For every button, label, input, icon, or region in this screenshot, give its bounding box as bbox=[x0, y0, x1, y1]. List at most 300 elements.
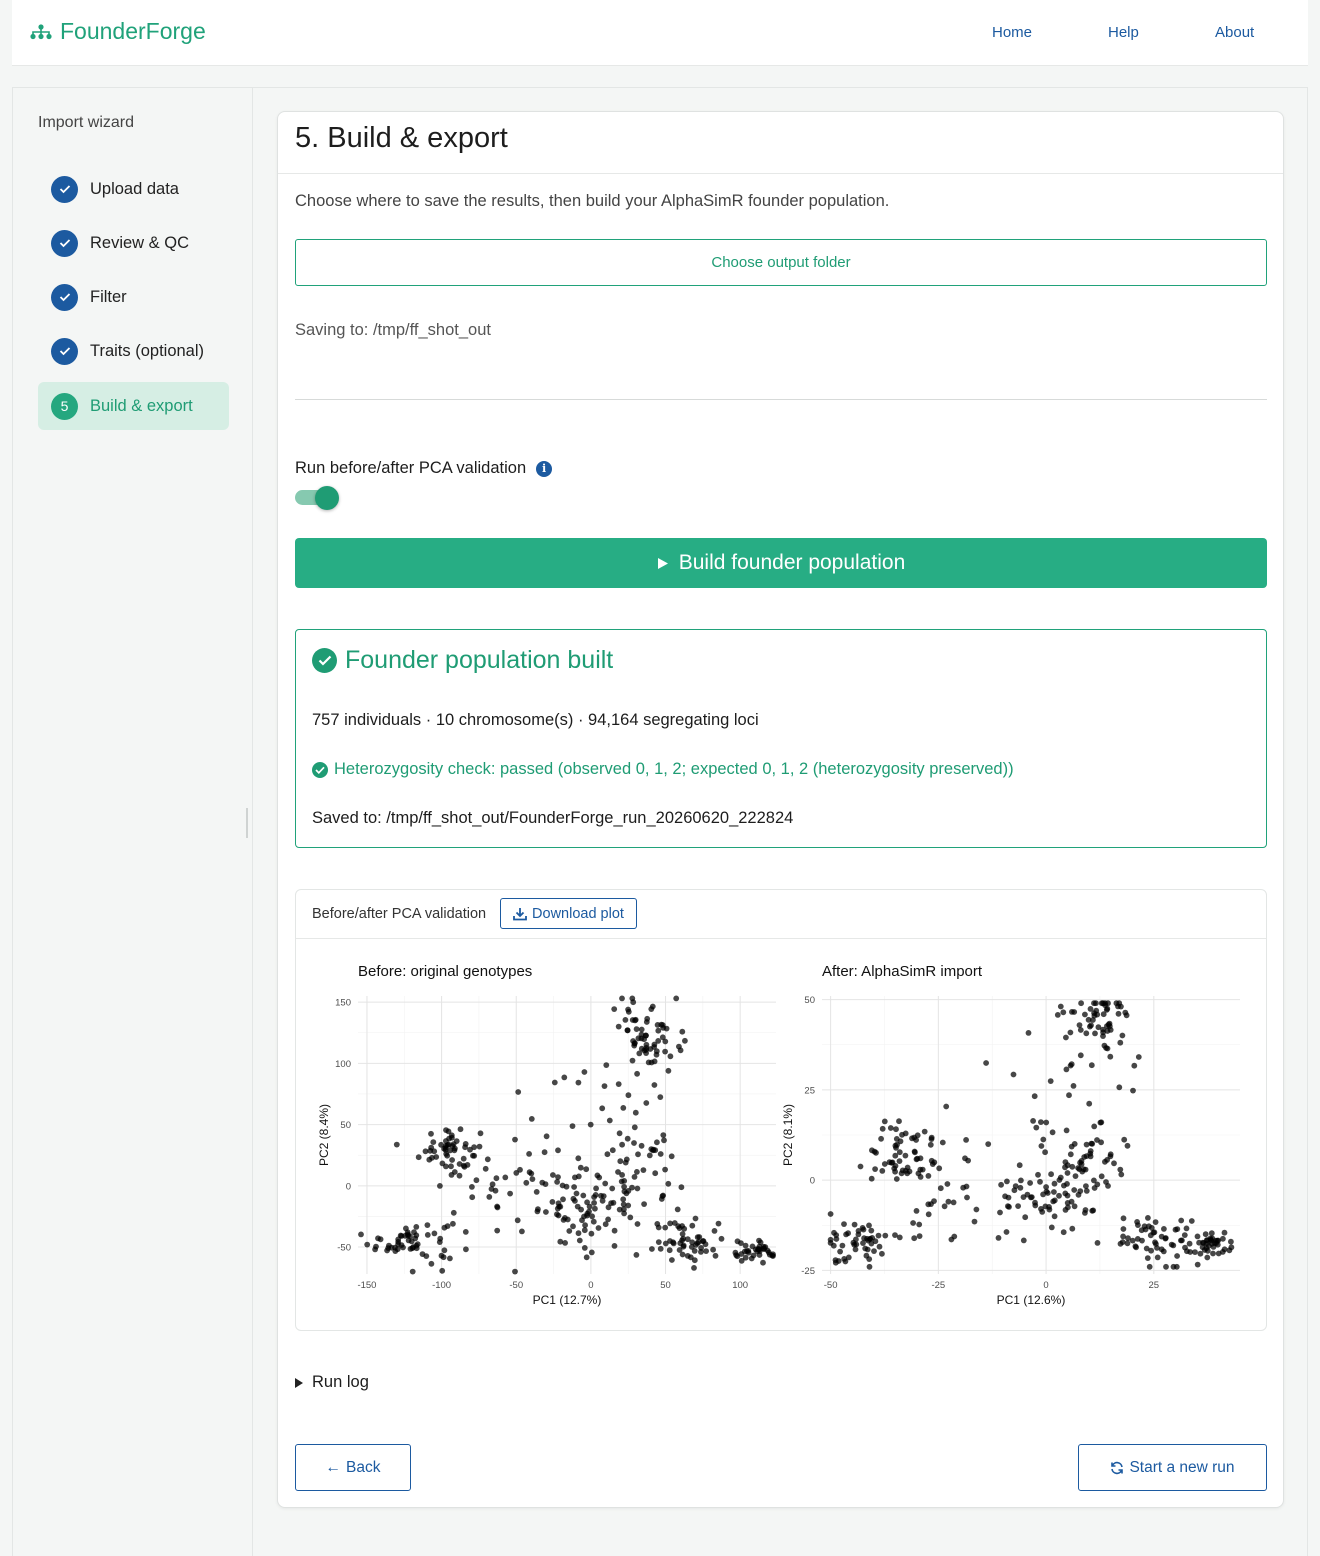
scatter-point bbox=[619, 1142, 625, 1148]
scatter-point bbox=[571, 1196, 577, 1202]
check-icon bbox=[51, 284, 78, 311]
scatter-point bbox=[633, 1110, 639, 1116]
scatter-point bbox=[1025, 1192, 1031, 1198]
scatter-point bbox=[1094, 1012, 1100, 1018]
scatter-point bbox=[440, 1161, 446, 1167]
scatter-point bbox=[1192, 1249, 1198, 1255]
scatter-point bbox=[1042, 1149, 1048, 1155]
scatter-point bbox=[1072, 1141, 1078, 1147]
x-tick-label: 50 bbox=[660, 1280, 671, 1291]
scatter-point bbox=[688, 1254, 694, 1260]
brand-logo[interactable] bbox=[30, 18, 206, 45]
x-axis-label: PC1 (12.6%) bbox=[996, 1293, 1066, 1307]
scatter-point bbox=[1057, 1177, 1063, 1183]
scatter-point bbox=[1055, 1012, 1061, 1018]
scatter-point bbox=[1206, 1243, 1212, 1249]
scatter-point bbox=[602, 1083, 608, 1089]
scatter-point bbox=[641, 1167, 647, 1173]
scatter-point bbox=[439, 1268, 445, 1274]
scatter-point bbox=[429, 1261, 435, 1267]
scatter-point bbox=[1204, 1237, 1210, 1243]
scatter-point bbox=[612, 1243, 618, 1249]
nav-help-link[interactable]: Help bbox=[1108, 24, 1139, 41]
scatter-point bbox=[1179, 1238, 1185, 1244]
scatter-point bbox=[931, 1159, 937, 1165]
scatter-point bbox=[1151, 1230, 1157, 1236]
scatter-point bbox=[872, 1166, 878, 1172]
nav-home-link[interactable]: Home bbox=[992, 24, 1033, 41]
scatter-point bbox=[1092, 1185, 1098, 1191]
scatter-point bbox=[603, 1062, 609, 1068]
scatter-point bbox=[1220, 1249, 1226, 1255]
sidebar-step-label: Upload data bbox=[90, 179, 179, 198]
scatter-point bbox=[1169, 1242, 1175, 1248]
scatter-point bbox=[1144, 1246, 1150, 1252]
scatter-point bbox=[703, 1241, 709, 1247]
scatter-point bbox=[620, 1196, 626, 1202]
scatter-point bbox=[912, 1149, 918, 1155]
scatter-point bbox=[1094, 1137, 1100, 1143]
scatter-point bbox=[646, 1060, 652, 1066]
scatter-point bbox=[1061, 1229, 1067, 1235]
sidebar-step-upload-data[interactable] bbox=[38, 165, 229, 213]
scatter-point bbox=[896, 1118, 902, 1124]
scatter-point bbox=[591, 1200, 597, 1206]
x-tick-label: -50 bbox=[823, 1280, 838, 1291]
scatter-point bbox=[517, 1167, 523, 1173]
check-icon bbox=[51, 338, 78, 365]
scatter-point bbox=[486, 1194, 492, 1200]
scatter-point bbox=[494, 1175, 500, 1181]
scatter-point bbox=[542, 1149, 548, 1155]
scatter-point bbox=[425, 1232, 431, 1238]
scatter-point bbox=[677, 1240, 683, 1246]
scatter-point bbox=[663, 1241, 669, 1247]
scatter-point bbox=[1083, 1207, 1089, 1213]
scatter-point bbox=[1125, 1143, 1131, 1149]
scatter-point bbox=[451, 1210, 457, 1216]
scatter-point bbox=[1018, 1178, 1024, 1184]
scatter-point bbox=[660, 1132, 666, 1138]
scatter-point bbox=[926, 1211, 932, 1217]
scatter-point bbox=[632, 1174, 638, 1180]
scatter-point bbox=[463, 1229, 469, 1235]
plot-card-header bbox=[296, 890, 1266, 939]
scatter-point bbox=[461, 1156, 467, 1162]
new-run-label: Start a new run bbox=[1129, 1458, 1235, 1476]
scatter-point bbox=[652, 1059, 658, 1065]
scatter-point bbox=[678, 1047, 684, 1053]
scatter-point bbox=[654, 1048, 660, 1054]
scatter-point bbox=[1063, 1035, 1069, 1041]
scatter-point bbox=[1195, 1262, 1201, 1268]
sidebar-step-traits[interactable] bbox=[38, 327, 229, 375]
y-axis-label: PC2 (8.4%) bbox=[317, 1103, 331, 1167]
scatter-point bbox=[757, 1252, 763, 1258]
scatter-point bbox=[1021, 1238, 1027, 1244]
scatter-point bbox=[910, 1220, 916, 1226]
scatter-point bbox=[1052, 1198, 1058, 1204]
scatter-point bbox=[652, 1082, 658, 1088]
scatter-point bbox=[1195, 1234, 1201, 1240]
scatter-point bbox=[1049, 1225, 1055, 1231]
scatter-point bbox=[897, 1158, 903, 1164]
scatter-point bbox=[1118, 1241, 1124, 1247]
scatter-point bbox=[589, 1231, 595, 1237]
scatter-point bbox=[630, 1038, 636, 1044]
scatter-point bbox=[871, 1248, 877, 1254]
scatter-point bbox=[669, 1153, 675, 1159]
scatter-point bbox=[469, 1194, 475, 1200]
scatter-point bbox=[1125, 1240, 1131, 1246]
download-plot-label: Download plot bbox=[532, 905, 624, 922]
scatter-point bbox=[865, 1247, 871, 1253]
scatter-point bbox=[555, 1147, 561, 1153]
scatter-point bbox=[439, 1253, 445, 1259]
scatter-point bbox=[1182, 1232, 1188, 1238]
run-log-toggle[interactable] bbox=[295, 1373, 369, 1392]
arrow-left-icon: ← bbox=[325, 1458, 342, 1476]
scatter-point bbox=[410, 1245, 416, 1251]
sidebar-step-review-qc[interactable] bbox=[38, 219, 229, 267]
scatter-point bbox=[566, 1228, 572, 1234]
download-plot-button[interactable] bbox=[500, 898, 637, 929]
scatter-point bbox=[1130, 1238, 1136, 1244]
scatter-point bbox=[643, 1100, 649, 1106]
scatter-point bbox=[853, 1242, 859, 1248]
scatter-point bbox=[561, 1075, 567, 1081]
scatter-point bbox=[611, 1006, 617, 1012]
scatter-point bbox=[1121, 1215, 1127, 1221]
scatter-point bbox=[605, 1217, 611, 1223]
scatter-point bbox=[894, 1176, 900, 1182]
scatter-point bbox=[660, 1022, 666, 1028]
scatter-point bbox=[1050, 1129, 1056, 1135]
scatter-point bbox=[612, 1228, 618, 1234]
scatter-point bbox=[1026, 1030, 1032, 1036]
heterozygosity-status bbox=[312, 760, 1014, 779]
scatter-point bbox=[529, 1116, 535, 1122]
scatter-point bbox=[625, 1007, 631, 1013]
scatter-point bbox=[1135, 1236, 1141, 1242]
run-log-label: Run log bbox=[312, 1373, 369, 1391]
scatter-point bbox=[550, 1199, 556, 1205]
scatter-point bbox=[1091, 1124, 1097, 1130]
scatter-point bbox=[600, 1198, 606, 1204]
scatter-point bbox=[1039, 1143, 1045, 1149]
brand-name: FounderForge bbox=[60, 18, 206, 44]
scatter-point bbox=[555, 1206, 561, 1212]
back-button[interactable] bbox=[295, 1444, 411, 1491]
scatter-point bbox=[621, 1184, 627, 1190]
scatter-point bbox=[1086, 1101, 1092, 1107]
scatter-point bbox=[868, 1228, 874, 1234]
scatter-point bbox=[710, 1247, 716, 1253]
scatter-point bbox=[1048, 1078, 1054, 1084]
scatter-point bbox=[1101, 1011, 1107, 1017]
scatter-point bbox=[507, 1191, 513, 1197]
scatter-point bbox=[744, 1248, 750, 1254]
scatter-point bbox=[1037, 1179, 1043, 1185]
scatter-point bbox=[478, 1130, 484, 1136]
scatter-point bbox=[1130, 1088, 1136, 1094]
scatter-point bbox=[903, 1168, 909, 1174]
pca-panel-1 bbox=[317, 963, 776, 1307]
scatter-point bbox=[554, 1179, 560, 1185]
scatter-point bbox=[463, 1141, 469, 1147]
scatter-point bbox=[1092, 1031, 1098, 1037]
wizard-sidebar bbox=[12, 87, 253, 1556]
scatter-point bbox=[1051, 1189, 1057, 1195]
scatter-point bbox=[607, 1118, 613, 1124]
scatter-point bbox=[528, 1171, 534, 1177]
scatter-point bbox=[560, 1196, 566, 1202]
scatter-point bbox=[682, 1038, 688, 1044]
scatter-point bbox=[945, 1181, 951, 1187]
sidebar-step-label: Filter bbox=[90, 287, 127, 306]
scatter-point bbox=[691, 1265, 697, 1271]
scatter-point bbox=[403, 1226, 409, 1232]
y-tick-label: 50 bbox=[340, 1120, 351, 1132]
scatter-point bbox=[358, 1232, 364, 1238]
chart-title: After: AlphaSimR import bbox=[822, 963, 983, 980]
y-tick-label: 25 bbox=[804, 1085, 815, 1097]
sidebar-step-build-export[interactable] bbox=[38, 382, 229, 430]
scatter-point bbox=[1153, 1219, 1159, 1225]
scatter-point bbox=[734, 1253, 740, 1259]
scatter-point bbox=[1116, 1000, 1122, 1006]
scatter-point bbox=[656, 1225, 662, 1231]
scatter-point bbox=[916, 1222, 922, 1228]
scatter-point bbox=[1107, 1054, 1113, 1060]
scatter-point bbox=[662, 1167, 668, 1173]
refresh-icon bbox=[1110, 1461, 1124, 1475]
scatter-point bbox=[898, 1138, 904, 1144]
scatter-point bbox=[634, 1026, 640, 1032]
scatter-point bbox=[631, 1140, 637, 1146]
scatter-point bbox=[1040, 1192, 1046, 1198]
scatter-point bbox=[679, 1029, 685, 1035]
sidebar-resize-handle[interactable] bbox=[246, 808, 248, 838]
scatter-point bbox=[1078, 1052, 1084, 1058]
scatter-point bbox=[575, 1155, 581, 1161]
scatter-point bbox=[866, 1223, 872, 1229]
scatter-point bbox=[695, 1234, 701, 1240]
scatter-point bbox=[1103, 1179, 1109, 1185]
intro-text: Choose where to save the results, then build your AlphaSimR founder population. bbox=[295, 192, 890, 210]
scatter-point bbox=[587, 1204, 593, 1210]
scatter-point bbox=[432, 1231, 438, 1237]
scatter-point bbox=[685, 1236, 691, 1242]
scatter-point bbox=[920, 1167, 926, 1173]
scatter-point bbox=[1069, 1226, 1075, 1232]
scatter-point bbox=[423, 1253, 429, 1259]
download-icon bbox=[513, 907, 527, 921]
scatter-point bbox=[576, 1230, 582, 1236]
scatter-point bbox=[926, 1173, 932, 1179]
scatter-point bbox=[574, 1191, 580, 1197]
nav-about-link[interactable]: About bbox=[1215, 24, 1255, 41]
chart-title: Before: original genotypes bbox=[358, 963, 533, 980]
sidebar-step-filter[interactable] bbox=[38, 273, 229, 321]
scatter-point bbox=[437, 1183, 443, 1189]
scatter-point bbox=[1152, 1239, 1158, 1245]
scatter-point bbox=[1078, 1000, 1084, 1006]
scatter-point bbox=[1086, 1017, 1092, 1023]
scatter-point bbox=[652, 1042, 658, 1048]
scatter-point bbox=[428, 1131, 434, 1137]
scatter-point bbox=[543, 1209, 549, 1215]
scatter-point bbox=[915, 1132, 921, 1138]
scatter-point bbox=[652, 1147, 658, 1153]
scatter-point bbox=[861, 1235, 867, 1241]
result-summary: 757 individuals · 10 chromosome(s) · 94,164 segregating loci bbox=[312, 711, 759, 729]
scatter-point bbox=[1032, 1203, 1038, 1209]
scatter-point bbox=[997, 1210, 1003, 1216]
scatter-point bbox=[1155, 1255, 1161, 1261]
scatter-point bbox=[1082, 1012, 1088, 1018]
scatter-point bbox=[400, 1245, 406, 1251]
scatter-point bbox=[659, 1196, 665, 1202]
scatter-point bbox=[1145, 1255, 1151, 1261]
scatter-point bbox=[572, 1175, 578, 1181]
pca-validation-toggle[interactable] bbox=[295, 486, 340, 510]
scatter-point bbox=[454, 1138, 460, 1144]
pca-comparison-chart bbox=[296, 940, 1266, 1330]
scatter-point bbox=[858, 1164, 864, 1170]
scatter-point bbox=[425, 1222, 431, 1228]
scatter-point bbox=[395, 1241, 401, 1247]
scatter-point bbox=[893, 1126, 899, 1132]
result-title-text: Founder population built bbox=[345, 646, 614, 674]
sidebar-step-label: Review & QC bbox=[90, 233, 190, 252]
scatter-point bbox=[964, 1184, 970, 1190]
scatter-point bbox=[1004, 1229, 1010, 1235]
scatter-point bbox=[448, 1163, 454, 1169]
scatter-point bbox=[1006, 1204, 1012, 1210]
scatter-point bbox=[1161, 1226, 1167, 1232]
scatter-point bbox=[423, 1148, 429, 1154]
scatter-point bbox=[679, 1184, 685, 1190]
scatter-point bbox=[867, 1264, 873, 1270]
y-tick-label: 150 bbox=[335, 997, 351, 1009]
scatter-point bbox=[1099, 1173, 1105, 1179]
scatter-point bbox=[630, 1058, 636, 1064]
scatter-point bbox=[1002, 1193, 1008, 1199]
scatter-point bbox=[1120, 1033, 1126, 1039]
scatter-point bbox=[985, 1141, 991, 1147]
scatter-point bbox=[1011, 1072, 1017, 1078]
scatter-point bbox=[1012, 1187, 1018, 1193]
scatter-point bbox=[562, 1240, 568, 1246]
check-circle-icon bbox=[312, 648, 337, 673]
scatter-point bbox=[936, 1165, 942, 1171]
pca-toggle-label bbox=[295, 459, 552, 478]
scatter-point bbox=[716, 1221, 722, 1227]
scatter-point bbox=[634, 1169, 640, 1175]
scatter-point bbox=[430, 1139, 436, 1145]
scatter-point bbox=[571, 1184, 577, 1190]
scatter-point bbox=[1027, 1180, 1033, 1186]
build-founder-population-button[interactable] bbox=[295, 538, 1267, 588]
y-tick-label: 50 bbox=[804, 995, 815, 1007]
scatter-point bbox=[1227, 1247, 1233, 1253]
scatter-point bbox=[647, 1153, 653, 1159]
scatter-point bbox=[442, 1247, 448, 1253]
scatter-point bbox=[623, 1160, 629, 1166]
scatter-point bbox=[512, 1137, 518, 1143]
scatter-point bbox=[450, 1221, 456, 1227]
scatter-point bbox=[846, 1255, 852, 1261]
scatter-point bbox=[458, 1126, 464, 1132]
scatter-point bbox=[621, 1178, 627, 1184]
scatter-point bbox=[457, 1173, 463, 1179]
scatter-point bbox=[897, 1149, 903, 1155]
scatter-point bbox=[1062, 1164, 1068, 1170]
scatter-point bbox=[671, 1241, 677, 1247]
scatter-point bbox=[523, 1180, 529, 1186]
sidebar-step-label: Traits (optional) bbox=[90, 341, 205, 360]
scatter-point bbox=[577, 1238, 583, 1244]
scatter-point bbox=[1205, 1248, 1211, 1254]
scatter-point bbox=[882, 1161, 888, 1167]
scatter-point bbox=[415, 1241, 421, 1247]
scatter-point bbox=[611, 1200, 617, 1206]
choose-output-folder-button[interactable]: Choose output folder bbox=[295, 239, 1267, 286]
scatter-point bbox=[1102, 1159, 1108, 1165]
scatter-point bbox=[996, 1235, 1002, 1241]
caret-right-icon bbox=[295, 1378, 303, 1388]
scatter-point bbox=[1215, 1238, 1221, 1244]
scatter-point bbox=[593, 1186, 599, 1192]
scatter-point bbox=[1104, 1006, 1110, 1012]
scatter-point bbox=[667, 1221, 673, 1227]
y-tick-label: 0 bbox=[345, 1181, 351, 1193]
scatter-point bbox=[1095, 1240, 1101, 1246]
scatter-point bbox=[1121, 1226, 1127, 1232]
scatter-point bbox=[1083, 1030, 1089, 1036]
scatter-point bbox=[1056, 1193, 1062, 1199]
scatter-point bbox=[1102, 1043, 1108, 1049]
scatter-point bbox=[719, 1236, 725, 1242]
scatter-point bbox=[413, 1224, 419, 1230]
scatter-point bbox=[893, 1145, 899, 1151]
scatter-point bbox=[1043, 1184, 1049, 1190]
scatter-point bbox=[983, 1060, 989, 1066]
scatter-point bbox=[1081, 1154, 1087, 1160]
x-tick-label: 0 bbox=[1043, 1280, 1049, 1291]
scatter-point bbox=[677, 1225, 683, 1231]
scatter-point bbox=[1087, 1151, 1093, 1157]
scatter-point bbox=[1071, 1187, 1077, 1193]
scatter-point bbox=[1033, 1125, 1039, 1131]
scatter-point bbox=[914, 1208, 920, 1214]
scatter-point bbox=[917, 1233, 923, 1239]
scatter-point bbox=[1089, 1062, 1095, 1068]
info-icon[interactable]: i bbox=[536, 461, 552, 477]
scatter-point bbox=[661, 1137, 667, 1143]
scatter-point bbox=[623, 1017, 629, 1023]
scatter-point bbox=[1064, 1128, 1070, 1134]
scatter-point bbox=[494, 1228, 500, 1234]
play-icon bbox=[657, 557, 669, 570]
scatter-point bbox=[602, 1181, 608, 1187]
scatter-point bbox=[619, 1172, 625, 1178]
scatter-point bbox=[539, 1180, 545, 1186]
y-tick-label: 100 bbox=[335, 1058, 351, 1070]
start-new-run-button[interactable] bbox=[1078, 1444, 1267, 1491]
scatter-point bbox=[899, 1132, 905, 1138]
